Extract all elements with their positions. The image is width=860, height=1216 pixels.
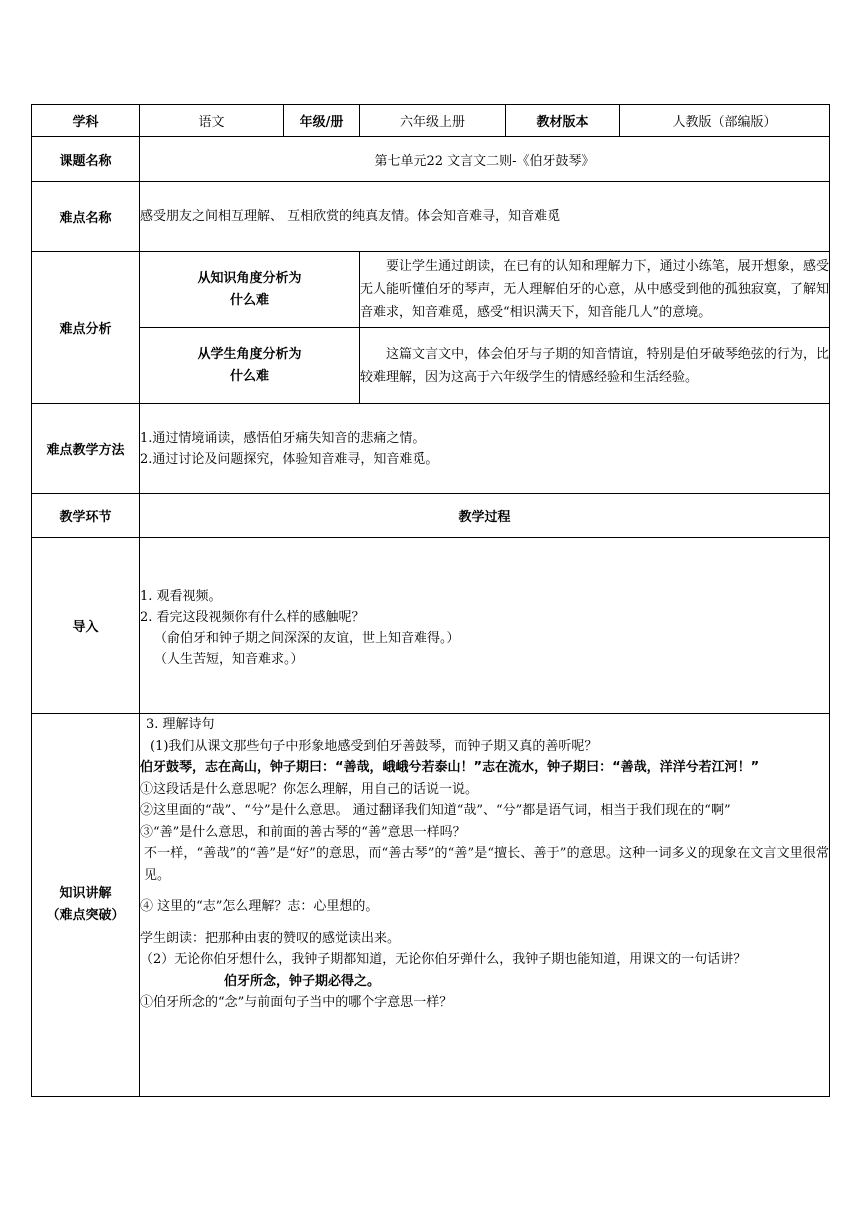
subject-label: 学科 [32, 105, 140, 137]
knowledge-point: ①这段话是什么意思呢？你怎么理解，用自己的话说一说。 [140, 781, 479, 797]
knowledge-content [140, 714, 830, 1097]
student-angle-label-line1: 从学生角度分析为 [197, 346, 302, 362]
knowledge-question-1: (1)我们从课文那些句子中形象地感受到伯牙善鼓琴，而钟子期又真的善听呢？ [150, 738, 598, 754]
knowledge-point: ②这里面的“哉”、“兮”是什么意思。 通过翻译我们知道“哉”、“兮”都是语气词，相当于我们现在的“啊” [140, 803, 731, 818]
knowledge-point: ①伯牙所念的“念”与前面句子当中的哪个字意思一样？ [140, 995, 453, 1010]
process-label: 教学过程 [140, 494, 830, 538]
difficulty-name-row [32, 182, 830, 252]
knowledge-heading: 3. 理解诗句 [146, 717, 215, 732]
header-row [32, 105, 830, 137]
student-angle-label-line2: 什么难 [229, 368, 269, 384]
analysis-label: 难点分析 [32, 252, 140, 404]
lesson-title-row [32, 137, 830, 182]
intro-row [32, 538, 830, 714]
stage-label: 教学环节 [32, 494, 140, 538]
knowledge-label-line1: 知识讲解 [59, 886, 112, 901]
intro-line: （人生苦短，知音难求。） [154, 651, 304, 667]
knowledge-quote: 伯牙鼓琴，志在高山，钟子期曰：“善哉，峨峨兮若泰山！”志在流水，钟子期曰：“善哉，洋洋兮若江河！” [140, 760, 760, 775]
textbook-label: 教材版本 [506, 105, 620, 137]
intro-label: 导入 [32, 538, 140, 714]
knowledge-angle-label [140, 252, 360, 328]
method-item: 2.通过讨论及问题探究，体验知音难寻，知音难觅。 [140, 451, 439, 467]
intro-line: （俞伯牙和钟子期之间深深的友谊，世上知音难得。） [154, 630, 460, 646]
lesson-plan-table [31, 104, 830, 1097]
knowledge-point: 学生朗读：把那种由衷的赞叹的感觉读出来。 [140, 930, 401, 946]
knowledge-angle-label-line2: 什么难 [229, 292, 269, 308]
intro-content [140, 538, 830, 714]
grade-value: 六年级上册 [360, 105, 506, 137]
analysis-student-row [32, 328, 830, 404]
intro-line: 2. 看完这段视频你有什么样的感触呢？ [140, 609, 365, 625]
lesson-title-label: 课题名称 [32, 137, 140, 182]
knowledge-answer: 伯牙所念，钟子期必得之。 [224, 973, 381, 989]
analysis-knowledge-row [32, 252, 830, 328]
intro-line: 1. 观看视频。 [140, 588, 222, 604]
method-row [32, 404, 830, 494]
subject-value: 语文 [140, 105, 284, 137]
grade-label: 年级/册 [284, 105, 360, 137]
knowledge-angle-text: 要让学生通过朗读，在已有的认知和理解力下，通过小练笔，展开想象，感受无人能听懂伯牙的琴声，无人理解伯牙的心意，从中感受到他的孤独寂寞，了解知音难求，知音难觅，感受“相识满天下，知音能几人”的意境。 [360, 252, 830, 328]
method-label: 难点教学方法 [32, 404, 140, 494]
knowledge-point: ③“善”是什么意思，和前面的善古琴的“善”意思一样吗？ [140, 824, 466, 840]
difficulty-name-label: 难点名称 [32, 182, 140, 252]
knowledge-point: ④ 这里的“志”怎么理解？志：心里想的。 [140, 899, 379, 914]
knowledge-angle-label-line1: 从知识角度分析为 [197, 270, 302, 286]
difficulty-name-value: 感受朋友之间相互理解、 互相欣赏的纯真友情。体会知音难寻，知音难觅 [140, 182, 830, 252]
method-list [140, 404, 830, 494]
knowledge-label-line2: （难点突破） [46, 908, 125, 923]
lesson-title-value: 第七单元22 文言文二则-《伯牙鼓琴》 [140, 137, 830, 182]
textbook-value: 人教版（部编版） [620, 105, 830, 137]
method-item: 1.通过情境诵读，感悟伯牙痛失知音的悲痛之情。 [140, 430, 426, 446]
knowledge-point: 不一样，“善哉”的“善”是“好”的意思，而“善古琴”的“善”是“擅长、善于”的意思。这种一词多义的现象在文言文里很常见。 [144, 846, 829, 883]
knowledge-row [32, 714, 830, 1097]
student-angle-label [140, 328, 360, 404]
knowledge-label [32, 714, 140, 1097]
knowledge-question-2: （2）无论你伯牙想什么，我钟子期都知道，无论你伯牙弹什么，我钟子期也能知道，用课文的一句话讲？ [140, 952, 747, 967]
process-header-row [32, 494, 830, 538]
student-angle-text: 这篇文言文中，体会伯牙与子期的知音情谊，特别是伯牙破琴绝弦的行为，比较难理解，因为这高于六年级学生的情感经验和生活经验。 [360, 328, 830, 404]
